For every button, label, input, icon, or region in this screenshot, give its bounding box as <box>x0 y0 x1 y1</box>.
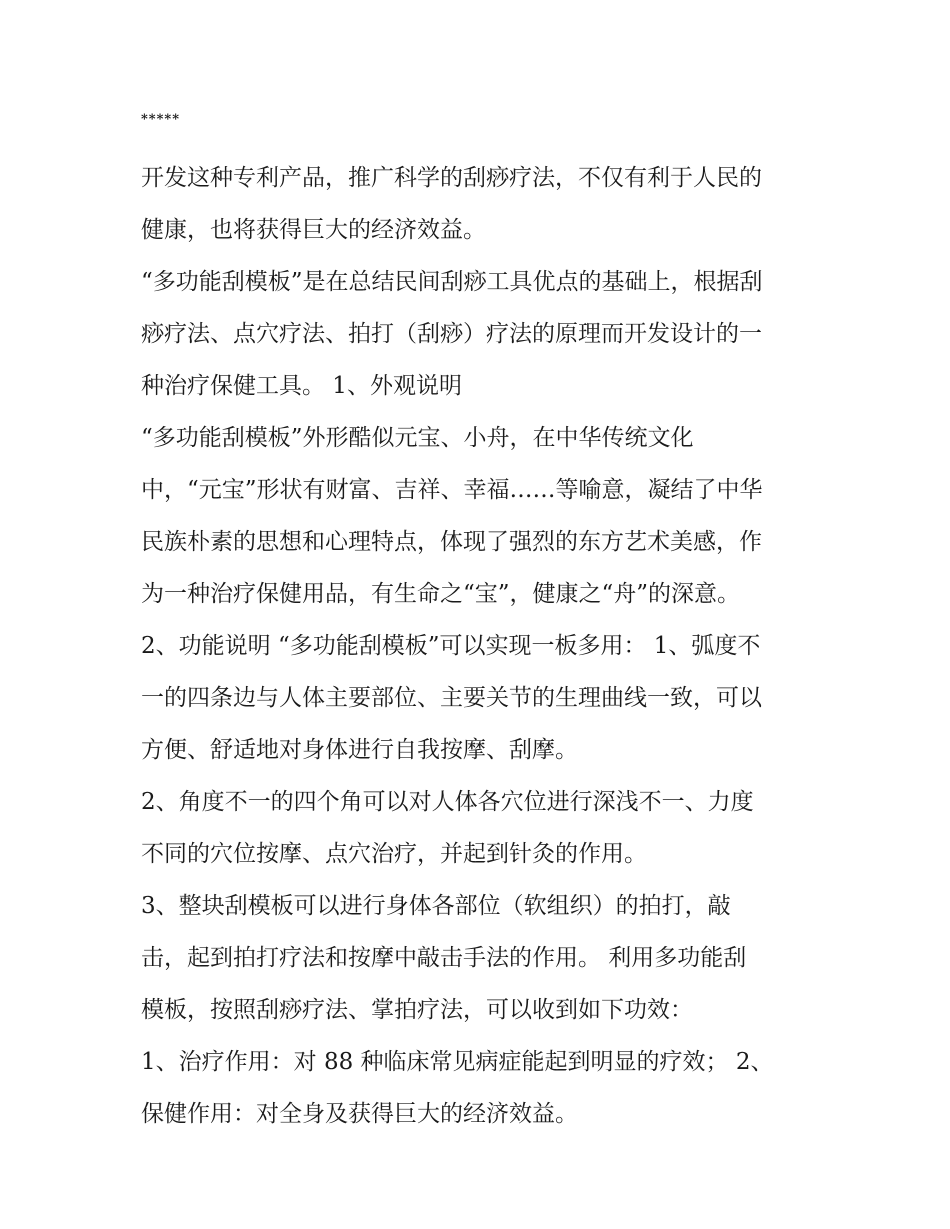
text-line: 保健作用：对全身及获得巨大的经济效益。 <box>141 1101 578 1127</box>
text-line: 2、功能说明 “多功能刮模板”可以实现一板多用： 1、弧度不 <box>141 633 761 659</box>
text-line: 种治疗保健工具。 1、外观说明 <box>141 373 462 399</box>
text-line: 方便、舒适地对身体进行自我按摩、刮摩。 <box>141 737 578 763</box>
text-line: 一的四条边与人体主要部位、主要关节的生理曲线一致，可以 <box>141 685 762 711</box>
section-marker: ***** <box>141 112 180 127</box>
text-line: 3、整块刮模板可以进行身体各部位（软组织）的拍打，敲 <box>141 893 731 919</box>
text-line: “多功能刮模板”外形酷似元宝、小舟，在中华传统文化 <box>141 425 694 451</box>
text-line: 1、治疗作用：对 88 种临床常见病症能起到明显的疗效； 2、 <box>141 1049 774 1075</box>
body-text <box>141 152 821 1140</box>
text-line: 击，起到拍打疗法和按摩中敲击手法的作用。 利用多功能刮 <box>141 945 747 971</box>
text-line: 民族朴素的思想和心理特点，体现了强烈的东方艺术美感，作 <box>141 529 762 555</box>
text-line: 为一种治疗保健用品，有生命之“宝”，健康之“舟”的深意。 <box>141 581 741 607</box>
text-line: 健康，也将获得巨大的经济效益。 <box>141 217 486 243</box>
text-line: “多功能刮模板”是在总结民间刮痧工具优点的基础上，根据刮 <box>141 269 763 295</box>
text-line: 2、角度不一的四个角可以对人体各穴位进行深浅不一、力度 <box>141 789 754 815</box>
text-line: 中，“元宝”形状有财富、吉祥、幸福……等喻意，凝结了中华 <box>141 477 763 503</box>
text-line: 不同的穴位按摩、点穴治疗，并起到针灸的作用。 <box>141 841 647 867</box>
text-line: 模板，按照刮痧疗法、掌拍疗法，可以收到如下功效： <box>141 997 693 1023</box>
text-line: 痧疗法、点穴疗法、拍打（刮痧）疗法的原理而开发设计的一 <box>141 321 762 347</box>
text-line: 开发这种专利产品，推广科学的刮痧疗法，不仅有利于人民的 <box>141 165 762 191</box>
